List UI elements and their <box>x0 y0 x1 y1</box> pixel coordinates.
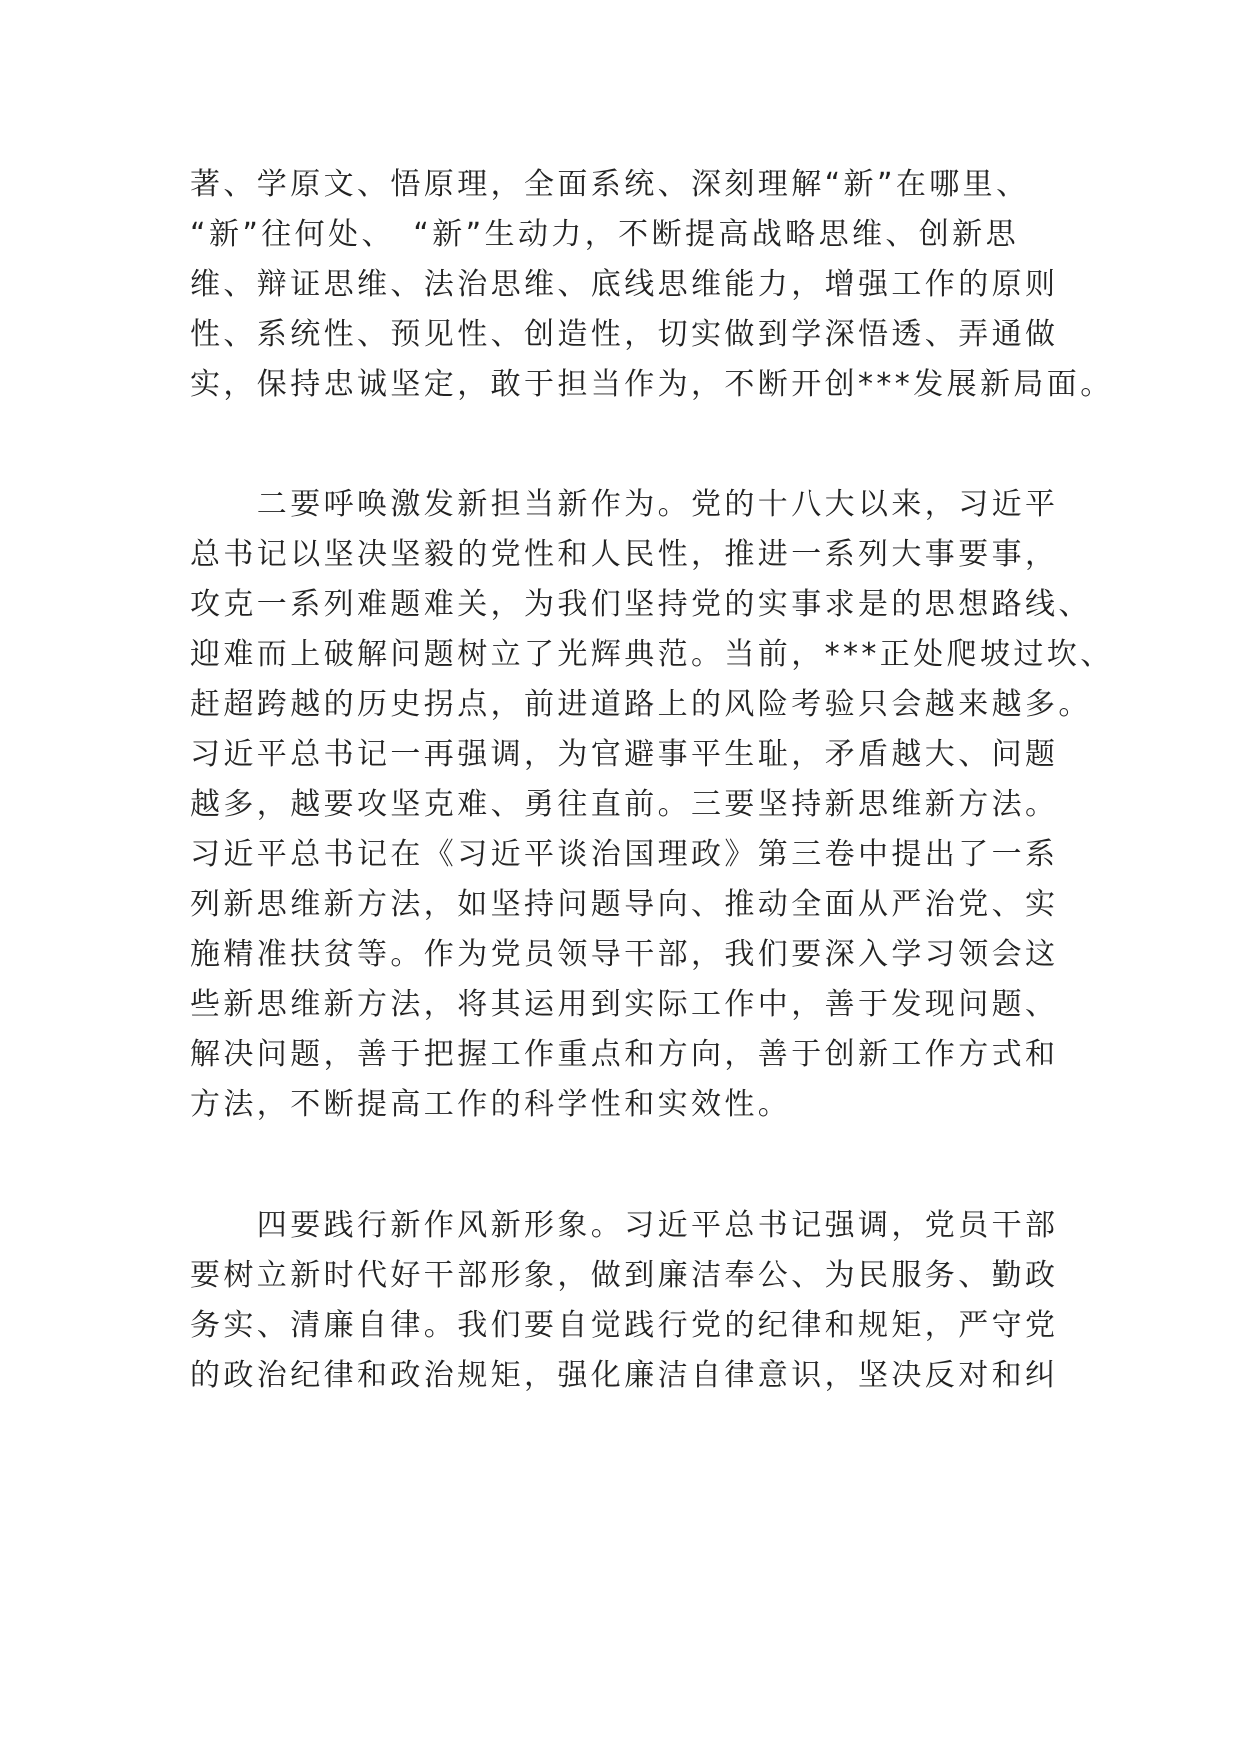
text-line: 要树立新时代好干部形象，做到廉洁奉公、为民服务、勤政 <box>190 1258 1059 1293</box>
text-line: 些新思维新方法，将其运用到实际工作中，善于发现问题、 <box>190 987 1059 1022</box>
text-line: 施精准扶贫等。作为党员领导干部，我们要深入学习领会这 <box>190 937 1059 972</box>
text-line: 方法，不断提高工作的科学性和实效性。 <box>190 1087 792 1122</box>
text-line: 越多，越要攻坚克难、勇往直前。三要坚持新思维新方法。 <box>190 787 1059 822</box>
text-line: 务实、清廉自律。我们要自觉践行党的纪律和规矩，严守党 <box>190 1308 1059 1343</box>
text-line: “新”往何处、 “新”生动力，不断提高战略思维、创新思 <box>190 217 1019 252</box>
text-line: 性、系统性、预见性、创造性，切实做到学深悟透、弄通做 <box>190 317 1059 352</box>
paragraph-fourth <box>190 1201 1060 1401</box>
text-line: 维、辩证思维、法治思维、底线思维能力，增强工作的原则 <box>190 267 1059 302</box>
text-line: 的政治纪律和政治规矩，强化廉洁自律意识，坚决反对和纠 <box>190 1358 1059 1393</box>
text-line: 习近平总书记一再强调，为官避事平生耻，矛盾越大、问题 <box>190 737 1059 772</box>
text-line: 实，保持忠诚坚定，敢于担当作为，不断开创***发展新局面。 <box>190 367 1114 402</box>
text-line: 列新思维新方法，如坚持问题导向、推动全面从严治党、实 <box>190 887 1059 922</box>
text-line: 二要呼唤激发新担当新作为。党的十八大以来，习近平 <box>190 487 1059 522</box>
text-line: 著、学原文、悟原理，全面系统、深刻理解“新”在哪里、 <box>190 167 1030 202</box>
text-line: 迎难而上破解问题树立了光辉典范。当前，***正处爬坡过坎、 <box>190 637 1114 672</box>
text-line: 赶超跨越的历史拐点，前进道路上的风险考验只会越来越多。 <box>190 687 1092 722</box>
paragraph-second-third <box>190 480 1114 1130</box>
text-line: 攻克一系列难题难关，为我们坚持党的实事求是的思想路线、 <box>190 587 1092 622</box>
text-line: 解决问题，善于把握工作重点和方向，善于创新工作方式和 <box>190 1037 1059 1072</box>
text-line: 总书记以坚决坚毅的党性和人民性，推进一系列大事要事， <box>190 537 1059 572</box>
text-line: 习近平总书记在《习近平谈治国理政》第三卷中提出了一系 <box>190 837 1059 872</box>
text-line: 四要践行新作风新形象。习近平总书记强调，党员干部 <box>190 1208 1059 1243</box>
paragraph-continued <box>190 160 1114 410</box>
